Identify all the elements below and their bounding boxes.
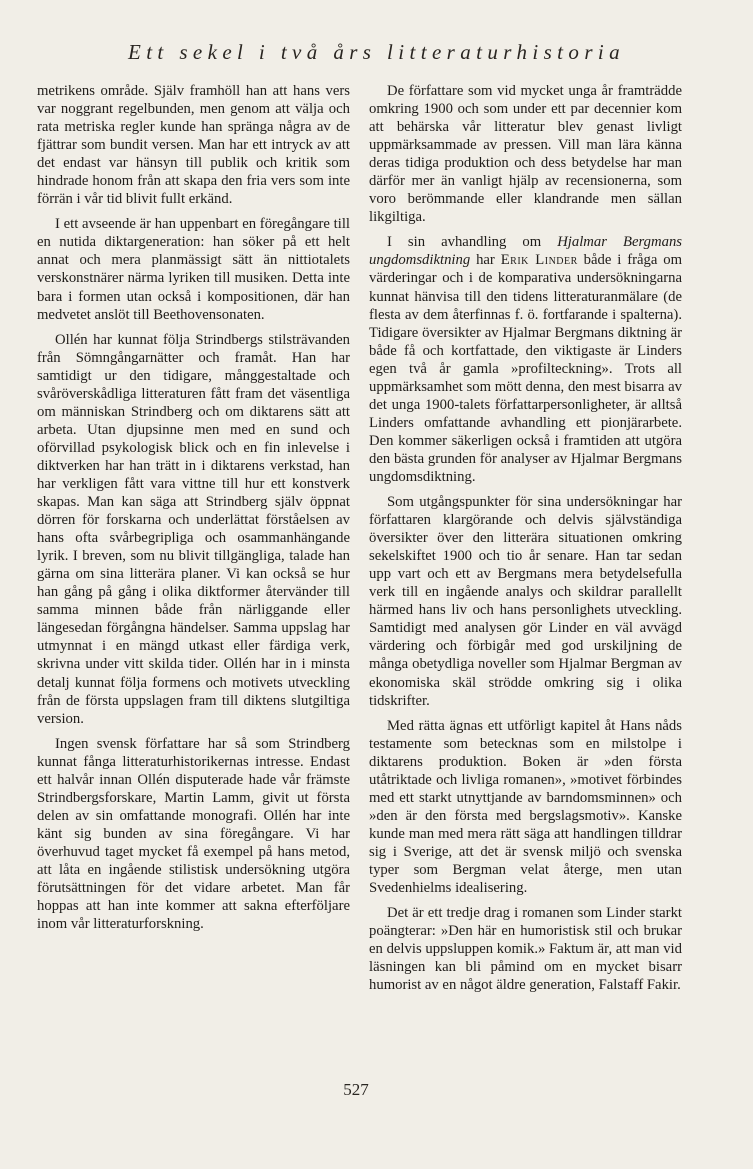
paragraph: I ett avseende är han uppenbart en föregångare till en nutida diktargeneration: han söker på ett helt annat och mera planmässigt sätt än nittiotalets verskonstnärer närma lyriken till musiken. Detta inte bara i formen utan också i kompositionen, där han medvetet anslöt till Beethovensonaten.: [37, 216, 350, 323]
paragraph: De författare som vid mycket unga år framträdde omkring 1900 och som under ett par decennier kom att behärska vår litteratur blev genast livligt uppmärksammade av pressen. Vill man lära känna deras tidiga produktion och dess betydelse har man därför mer än vanligt hjälp av recensionerna, som voro berömmande eller klandrande men sällan likgiltiga.: [369, 83, 682, 226]
paragraph: Det är ett tredje drag i romanen som Linder starkt poängterar: »Den här en humoristisk stil och brukar en delvis uppsluppen komik.» Faktum är, att man vid läsningen kan bli påmind om en mycket bisarr humorist av en något äldre generation, Falstaff Fakir.: [369, 905, 682, 994]
right-column: [369, 82, 682, 1001]
running-title: Ett sekel i två års litteraturhistoria: [127, 40, 626, 64]
paragraph: Som utgångspunkter för sina undersökningar har författaren klargörande och delvis självständiga översikter över den litterära situationen omkring sekelskiftet 1900 och tio år senare. Han tar sedan upp vart och ett av Bergmans mera betydelsefulla verk till en ingående analys och skildrar parallellt härmed hans liv och hans personlighets utveckling. Samtidigt med analysen gör Linder en väl avvägd värdering och förbigår med god urskiljning de många obetydliga noveller som Hjalmar Bergman av ekonomiska skäl strödde omkring sig i olika tidskrifter.: [369, 494, 682, 709]
author-name: Erik Linder: [500, 252, 578, 269]
paragraph-text: både i fråga om värderingar och i de komparativa undersökningarna kunnat hänvisa till den tidens litteraturanmälare (de flesta av dem återfinnas f. ö. fortfarande i spalterna). Tidigare översikter av Hjalmar Bergmans diktning är både få och kortfattade, den viktigaste är Linders egen två år gamla »profilteckning». Trots all uppmärksamhet som mött denna, den mest bisarra av det unga 1900-talets författarpersonligheter, är alltså Linders omfattande avhandling ett pionjärarbete. Den kommer säkerligen också i framtiden att utgöra den bästa grunden för analyser av Hjalmar Bergmans ungdomsdiktning.: [369, 252, 683, 485]
paragraph: Med rätta ägnas ett utförligt kapitel åt Hans nåds testamente som betecknas som en milstolpe i diktarens produktion. Boken är »den första utåtriktade och livliga romanen», »motivet förbindes med ett starkt utnyttjande av barndomsminnen» och »den är den första med bergslagsmotiv». Kanske kunde man med mera rätt säga att handlingen tilldrar sig i Sverige, att det är svensk miljö och svenska typer som Bergman velat återge, men utan Svedenhielms idealisering.: [369, 717, 682, 897]
paragraph: Ingen svensk författare har så som Strindberg kunnat fånga litteraturhistorikernas intresse. Endast ett halvår innan Ollén disputerade hade vår främste Strindbergsforskare, Martin Lamm, givit ut första delen av sin omfattande monografi. Ollén har inte känt sig bunden av sina föregångare. Vi har överhuvud taget mycket få exempel på hans metod, att låta en ingående stilistisk undersökning utgöra förutsättningen för det vidare arbetet. Man får hoppas att han inte kommer att sakna efterföljare inom vår litteraturforskning.: [37, 735, 350, 933]
paragraph: metrikens område. Själv framhöll han att hans vers var noggrant regelbunden, men genom att välja och rata metriska regler kunde han spränga några av de fjättrar som bundit versen. Man har ett intryck av att det endast var hänsyn till publik och kritik som hindrade honom från att skapa den fria vers som inte förrän i vår tid blivit fullt erkänd.: [37, 83, 350, 208]
book-title: Hjalmar Bergmans ungdomsdiktning: [369, 234, 683, 269]
page-number: 527: [343, 1080, 369, 1099]
left-column: [37, 82, 350, 940]
paragraph: Ollén har kunnat följa Strindbergs stilsträvanden från Sömngångarnätter och framåt. Han har samtidigt ur den tidigare, månggestaltade och svåröverskådliga litteraturen fått fram det väsentliga om människan Strindberg och om diktarens sätt att arbeta. Utan djupsinne men med en sund och oförvillad psykologisk blick och en fin inlevelse i diktverken har han trätt in i diktarens verkstad, han har verkligen fått vara vittne till hur ett konstverk skapas. Man kan säga att Strindberg själv öppnat dörren för forskarna och underlättat förståelsen av hans ofta svårbegripliga och osammanhängande lyrik. I breven, som nu blivit tillgängliga, talade han gärna om sina litterära planer. Vi kan också se hur han gång på gång i olika diktformer återvänder till samma minnen både från närliggande eller längesedan förgångna händelser. Samma uppslag har utmynnat i en mängd utkast eller färdiga verk, skrivna under vitt skilda tider. Ollén har in i minsta detalj kunnat följa formens och motivets utveckling från de första uppslagen fram till diktens slutgiltiga version.: [37, 331, 350, 727]
paragraph-text: har: [476, 252, 495, 269]
paragraph: [369, 233, 682, 486]
paragraph-text: I sin avhandling om: [387, 234, 542, 251]
